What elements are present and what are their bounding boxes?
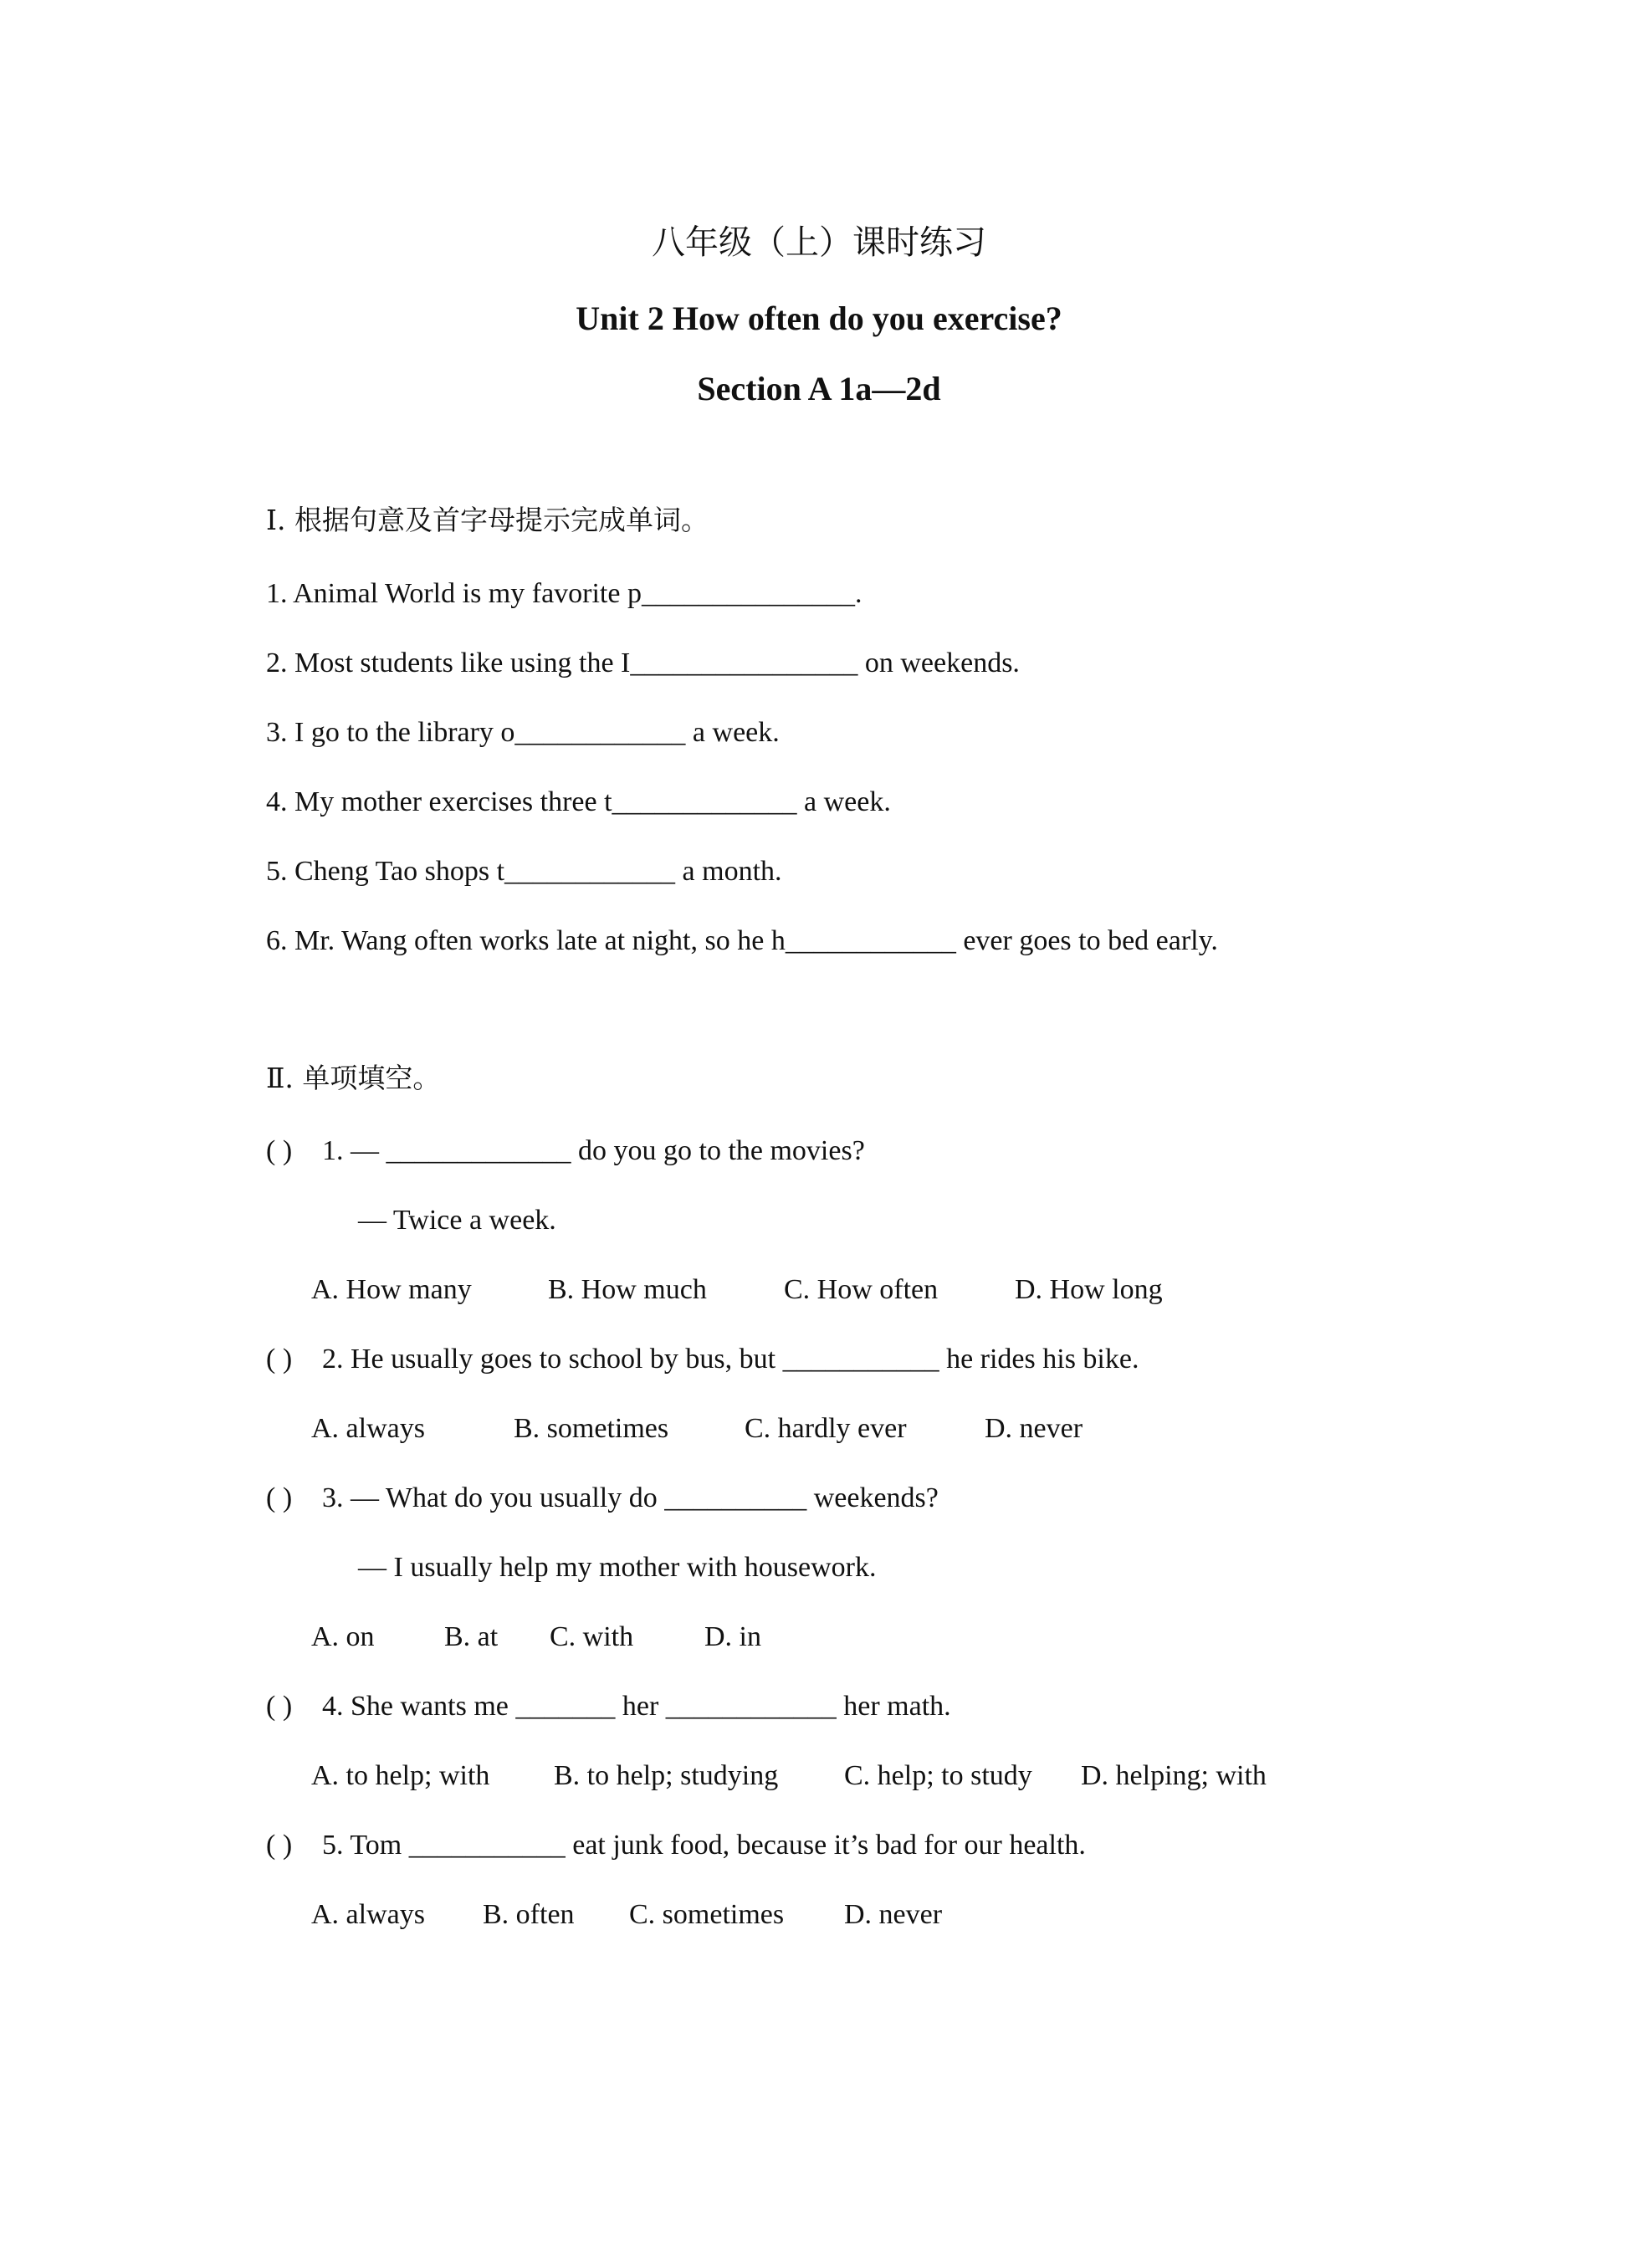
option-b: B. sometimes xyxy=(514,1413,669,1444)
answer-paren: ( ) xyxy=(266,1344,293,1375)
question-text: 5. Tom ___________ eat junk food, because it’s bad for our health. xyxy=(322,1830,1086,1861)
option-b: B. How much xyxy=(548,1274,707,1305)
options-row xyxy=(311,1897,942,1933)
unit-title: Unit 2 How often do you exercise? xyxy=(576,299,1062,337)
option-a: A. to help; with xyxy=(311,1760,490,1791)
option-a: A. How many xyxy=(311,1274,472,1305)
option-a: A. always xyxy=(311,1899,425,1930)
part1-item: 5. Cheng Tao shops t____________ a month. xyxy=(266,856,782,887)
worksheet-title: 八年级（上）课时练习 xyxy=(652,223,986,262)
section-title: Section A 1a—2d xyxy=(697,370,941,407)
option-c: C. help; to study xyxy=(844,1760,1032,1791)
option-d: D. in xyxy=(704,1621,761,1652)
question-text: 2. He usually goes to school by bus, but ___________ he rides his bike. xyxy=(322,1344,1139,1375)
options-row xyxy=(311,1619,761,1656)
question-text: 4. She wants me _______ her ____________ her math. xyxy=(322,1691,951,1722)
option-c: C. hardly ever xyxy=(745,1413,907,1444)
part1-item: 4. My mother exercises three t_____________ a week. xyxy=(266,786,891,817)
option-c: C. sometimes xyxy=(629,1899,785,1930)
option-c: C. How often xyxy=(784,1274,939,1305)
part1-item: 3. I go to the library o____________ a week. xyxy=(266,717,780,748)
question-reply: — I usually help my mother with housework. xyxy=(358,1552,877,1583)
options-row xyxy=(311,1272,1163,1308)
answer-paren: ( ) xyxy=(266,1830,293,1861)
option-d: D. helping; with xyxy=(1081,1760,1267,1791)
part1-item: 2. Most students like using the I________________ on weekends. xyxy=(266,648,1020,678)
answer-paren: ( ) xyxy=(266,1691,293,1722)
part2-heading: Ⅱ. 单项填空。 xyxy=(266,1062,441,1094)
question-text: 1. — _____________ do you go to the movies? xyxy=(322,1135,865,1166)
option-b: B. to help; studying xyxy=(554,1760,779,1791)
option-c: C. with xyxy=(550,1621,634,1652)
answer-paren: ( ) xyxy=(266,1482,293,1513)
part1-heading: Ⅰ. 根据句意及首字母提示完成单词。 xyxy=(266,504,709,536)
options-row xyxy=(311,1758,1267,1794)
options-row xyxy=(311,1410,1083,1447)
question-reply: — Twice a week. xyxy=(358,1205,556,1236)
question-text: 3. — What do you usually do __________ weekends? xyxy=(322,1482,939,1513)
option-a: A. always xyxy=(311,1413,425,1444)
answer-paren: ( ) xyxy=(266,1135,293,1166)
option-d: D. never xyxy=(985,1413,1083,1444)
option-a: A. on xyxy=(311,1621,375,1652)
option-b: B. often xyxy=(483,1899,575,1930)
part1-item: 1. Animal World is my favorite p_______________. xyxy=(266,578,863,609)
option-d: D. How long xyxy=(1015,1274,1163,1305)
part1-item: 6. Mr. Wang often works late at night, so he h____________ ever goes to bed early. xyxy=(266,925,1218,956)
option-b: B. at xyxy=(444,1621,499,1652)
option-d: D. never xyxy=(844,1899,943,1930)
